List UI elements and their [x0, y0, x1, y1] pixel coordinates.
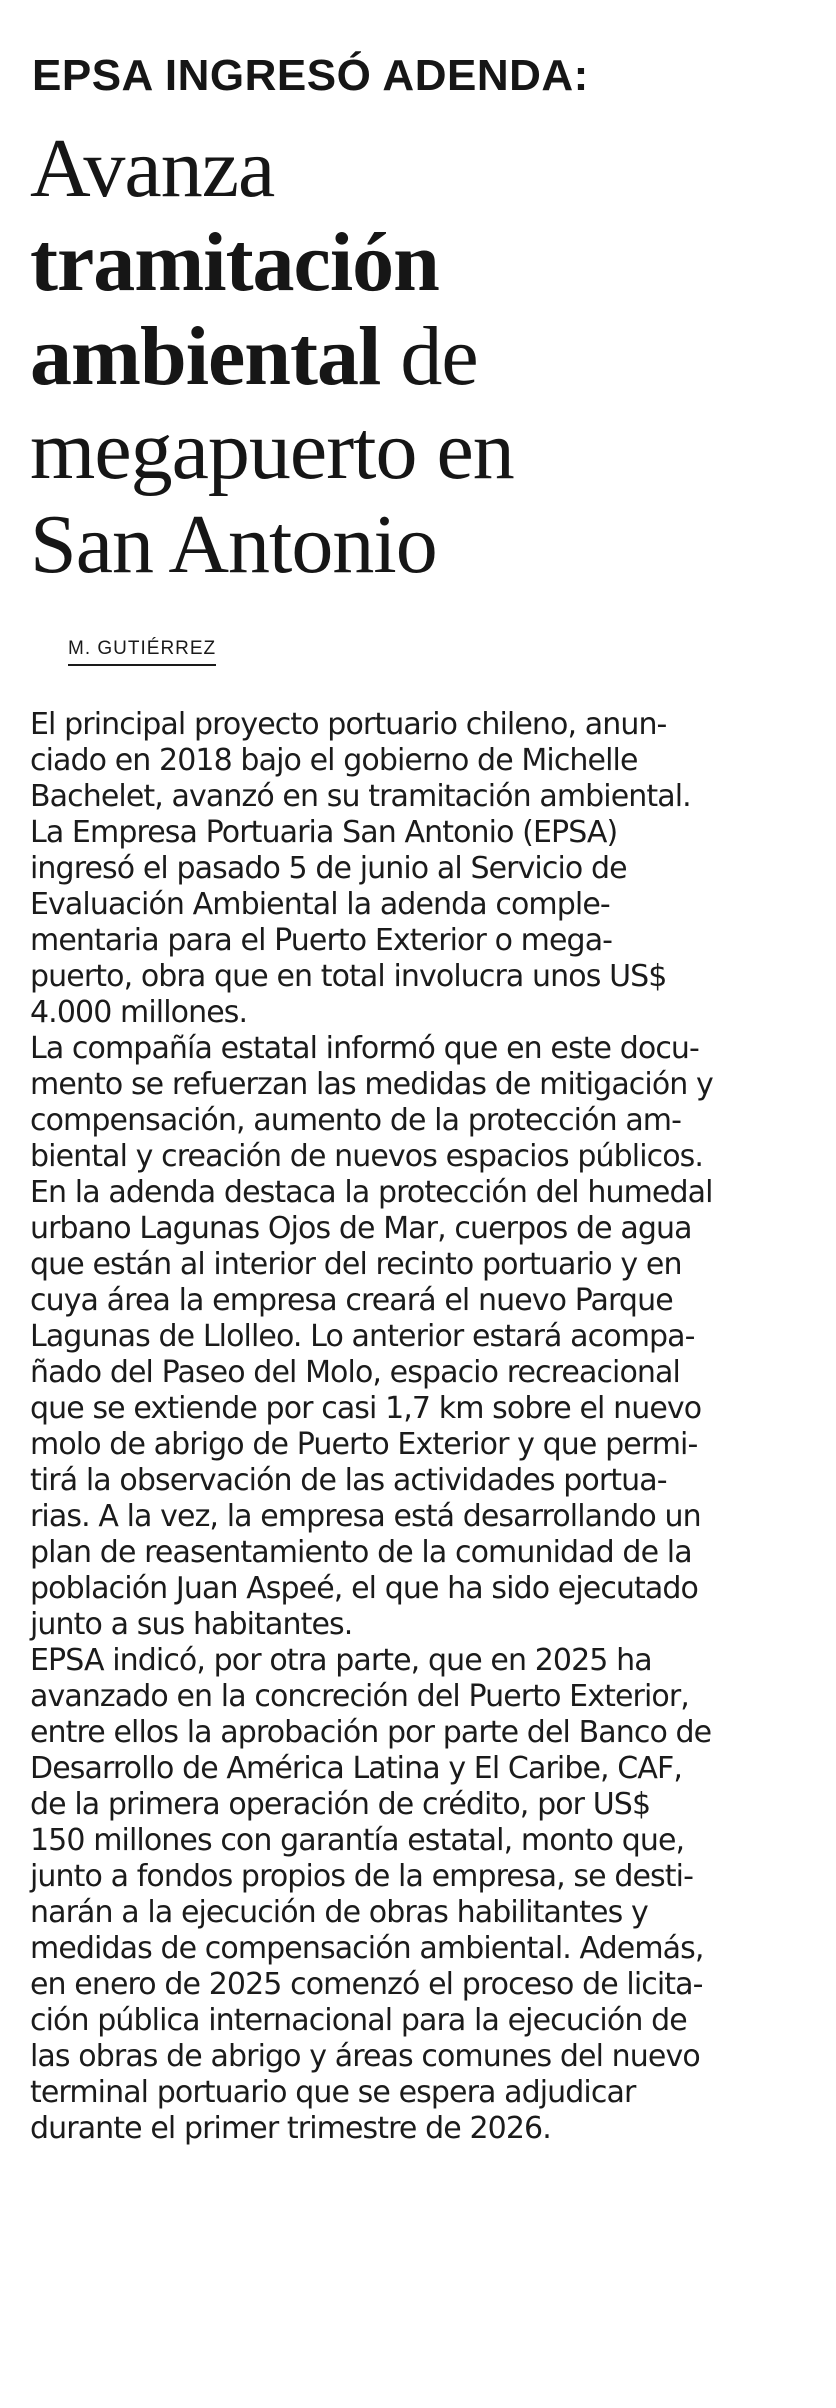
body-line: puerto, obra que en total involucra unos US$	[30, 959, 667, 994]
body-line: durante el primer trimestre de 2026.	[30, 2111, 551, 2146]
headline-line	[30, 310, 820, 404]
body-line: plan de reasentamiento de la comunidad de la	[30, 1535, 692, 1570]
body-line: avanzado en la concreción del Puerto Exterior,	[30, 1679, 689, 1714]
body-line: entre ellos la aprobación por parte del Banco de	[30, 1715, 712, 1750]
body-line: molo de abrigo de Puerto Exterior y que permi-	[30, 1427, 698, 1462]
body-line: terminal portuario que se espera adjudicar	[30, 2075, 636, 2110]
headline-line: megapuerto en	[30, 404, 514, 497]
body-line: junto a sus habitantes.	[30, 1607, 353, 1642]
body-line: las obras de abrigo y áreas comunes del nuevo	[30, 2039, 700, 2074]
body-line: tirá la observación de las actividades portua-	[30, 1463, 667, 1498]
body-line: El principal proyecto portuario chileno, anun-	[30, 707, 667, 742]
body-line: Lagunas de Llolleo. Lo anterior estará acompa-	[30, 1319, 695, 1354]
body-line: mento se refuerzan las medidas de mitigación y	[30, 1067, 713, 1102]
body-line: ciado en 2018 bajo el gobierno de Michelle	[30, 743, 638, 778]
headline-line-bold: tramitación	[30, 216, 439, 309]
body-line: de la primera operación de crédito, por US$	[30, 1787, 651, 1822]
body-line: que están al interior del recinto portuario y en	[30, 1247, 682, 1282]
body-line: 150 millones con garantía estatal, monto que,	[30, 1823, 685, 1858]
body-line: narán a la ejecución de obras habilitantes y	[30, 1895, 648, 1930]
body-line: La Empresa Portuaria San Antonio (EPSA)	[30, 815, 618, 850]
body-line: junto a fondos propios de la empresa, se desti-	[30, 1859, 694, 1894]
headline	[30, 122, 820, 592]
body-line: que se extiende por casi 1,7 km sobre el nuevo	[30, 1391, 702, 1426]
body-line: rias. A la vez, la empresa está desarrollando un	[30, 1499, 701, 1534]
body-line: ingresó el pasado 5 de junio al Servicio de	[30, 851, 627, 886]
body-paragraph	[30, 1031, 820, 1643]
body-line: ción pública internacional para la ejecución de	[30, 2003, 687, 2038]
byline: M. GUTIÉRREZ	[68, 636, 216, 666]
body-line: biental y creación de nuevos espacios públicos.	[30, 1139, 704, 1174]
body-line: EPSA indicó, por otra parte, que en 2025 ha	[30, 1643, 652, 1678]
kicker: EPSA INGRESÓ ADENDA:	[32, 51, 589, 100]
body-line: población Juan Aspeé, el que ha sido ejecutado	[30, 1571, 698, 1606]
body-line: ñado del Paseo del Molo, espacio recreacional	[30, 1355, 680, 1390]
headline-word: de	[380, 310, 478, 403]
body-line: Desarrollo de América Latina y El Caribe, CAF,	[30, 1751, 682, 1786]
headline-bold-word: ambiental	[30, 310, 381, 403]
body-line: mentaria para el Puerto Exterior o mega-	[30, 923, 613, 958]
body-line: En la adenda destaca la protección del humedal	[30, 1175, 713, 1210]
body-paragraph	[30, 707, 820, 1031]
body-line: Evaluación Ambiental la adenda comple-	[30, 887, 610, 922]
headline-line: San Antonio	[30, 498, 437, 591]
body-paragraph	[30, 1643, 820, 2147]
body-line: compensación, aumento de la protección am-	[30, 1103, 682, 1138]
body-line: urbano Lagunas Ojos de Mar, cuerpos de agua	[30, 1211, 692, 1246]
body-line: cuya área la empresa creará el nuevo Parque	[30, 1283, 673, 1318]
body-line: La compañía estatal informó que en este docu-	[30, 1031, 699, 1066]
article-body	[30, 707, 820, 2147]
body-line: en enero de 2025 comenzó el proceso de licita-	[30, 1967, 703, 2002]
body-line: 4.000 millones.	[30, 995, 248, 1030]
body-line: Bachelet, avanzó en su tramitación ambiental.	[30, 779, 691, 814]
body-line: medidas de compensación ambiental. Además,	[30, 1931, 704, 1966]
headline-line: Avanza	[30, 122, 275, 215]
